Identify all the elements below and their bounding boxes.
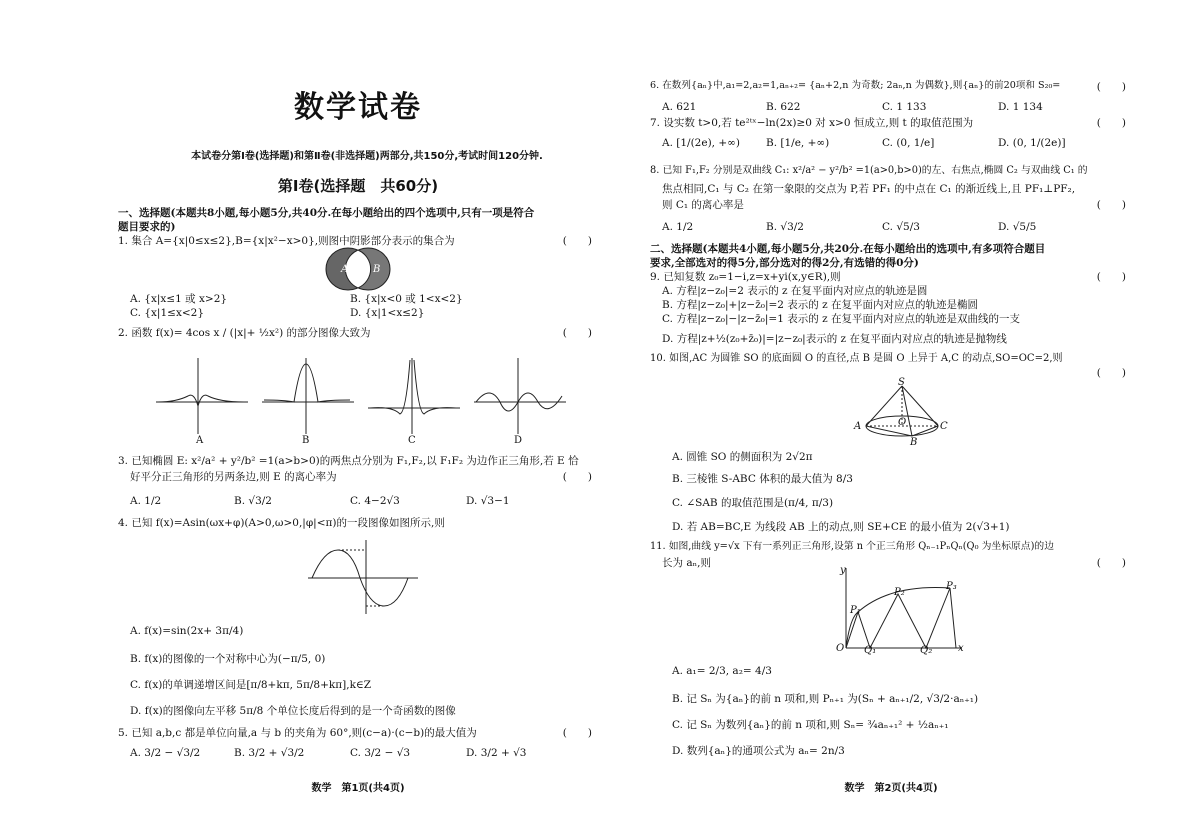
- q7-option-a: A. [1/(2e), +∞): [662, 137, 740, 149]
- q10-option-d: D. 若 AB=BC,E 为线段 AB 上的动点,则 SE+CE 的最小值为 2(√3+1): [672, 521, 1010, 533]
- page-2: [650, 0, 1132, 838]
- q9-option-a: A. 方程|z−z₀|=2 表示的 z 在复平面内对应点的轨迹是圆: [662, 285, 928, 297]
- q10-stem: 10. 如图,AC 为圆锥 SO 的底面圆 O 的直径,点 B 是圆 O 上异于 A,C 的动点,SO=OC=2,则: [650, 353, 1063, 364]
- section-2-line-2: 要求,全部选对的得5分,部分选对的得2分,有选错的得0分): [650, 257, 919, 269]
- q10-answer-paren: ( ): [1096, 367, 1126, 379]
- q8-stem-1: 8. 已知 F₁,F₂ 分别是双曲线 C₁: x²/a² − y²/b² =1(a>0,b>0)的左、右焦点,椭圆 C₂ 与双曲线 C₁ 的: [650, 165, 1088, 176]
- q10-cone-diagram: [862, 384, 942, 442]
- q5-answer-paren: ( ): [562, 727, 592, 739]
- q9-option-d: D. 方程|z+½(z₀+z̄₀)|=|z−z₀|表示的 z 在复平面内对应点的轨迹是抛物线: [662, 333, 1007, 345]
- q8-option-d: D. √5/5: [998, 221, 1037, 233]
- q3-stem-2: 好平分正三角形的另两条边,则 E 的离心率为: [130, 471, 337, 483]
- q2-graph-label-b: B: [302, 435, 310, 446]
- exam-title: 数学试卷: [294, 90, 422, 125]
- q11-option-b: B. 记 Sₙ 为{aₙ}的前 n 项和,则 Pₙ₊₁ 为(Sₙ + aₙ₊₁/2, √3/2·aₙ₊₁): [672, 693, 979, 705]
- q10-option-a: A. 圆锥 SO 的侧面积为 2√2π: [672, 451, 813, 463]
- q8-option-a: A. 1/2: [662, 221, 694, 233]
- q3-stem-1: 3. 已知椭圆 E: x²/a² + y²/b² =1(a>b>0)的两焦点分别为 F₁,F₂,以 F₁F₂ 为边作正三角形,若 E 恰: [118, 455, 579, 467]
- q11-stem-2: 长为 aₙ,则: [662, 557, 711, 569]
- q6-option-a: A. 621: [662, 101, 697, 113]
- q10-option-c: C. ∠SAB 的取值范围是(π/4, π/3): [672, 497, 834, 509]
- cone-point-a: A: [854, 421, 862, 432]
- q11-option-d: D. 数列{aₙ}的通项公式为 aₙ= 2n/3: [672, 745, 845, 757]
- q8-stem-3: 则 C₁ 的离心率是: [662, 199, 744, 211]
- q8-option-b: B. √3/2: [766, 221, 804, 233]
- q10-option-b: B. 三棱锥 S-ABC 体积的最大值为 8/3: [672, 473, 853, 485]
- q3-option-c: C. 4−2√3: [350, 495, 400, 507]
- graph-point-p1: P₁: [850, 605, 861, 616]
- q1-venn-diagram: [322, 246, 394, 292]
- cone-point-b: B: [910, 437, 918, 448]
- q9-answer-paren: ( ): [1096, 271, 1126, 283]
- q4-stem: 4. 已知 f(x)=Asin(ωx+φ)(A>0,ω>0,|φ|<π)的一段图像如图所示,则: [118, 517, 445, 529]
- q2-answer-paren: ( ): [562, 327, 592, 339]
- exam-intro: 本试卷分第Ⅰ卷(选择题)和第Ⅱ卷(非选择题)两部分,共150分,考试时间120分钟.: [191, 151, 543, 162]
- q5-option-b: B. 3/2 + √3/2: [234, 747, 305, 759]
- q2-graph-label-c: C: [408, 435, 416, 446]
- graph-point-p2: P₂: [894, 587, 905, 598]
- q3-option-d: D. √3−1: [466, 495, 510, 507]
- q3-option-b: B. √3/2: [234, 495, 272, 507]
- q7-answer-paren: ( ): [1096, 117, 1126, 129]
- q4-option-c: C. f(x)的单调递增区间是[π/8+kπ, 5π/8+kπ],k∈Z: [130, 679, 372, 691]
- q6-stem: 6. 在数列{aₙ}中,a₁=2,a₂=1,aₙ₊₂= {aₙ+2,n 为奇数; 2aₙ,n 为偶数},则{aₙ}的前20项和 S₂₀=: [650, 80, 1061, 91]
- graph-point-q1: Q₁: [864, 645, 877, 656]
- q7-option-c: C. (0, 1/e]: [882, 137, 935, 149]
- q6-option-c: C. 1 133: [882, 101, 927, 113]
- q6-option-b: B. 622: [766, 101, 801, 113]
- q7-option-d: D. (0, 1/(2e)]: [998, 137, 1066, 149]
- q3-option-a: A. 1/2: [130, 495, 162, 507]
- venn-label-b: B: [373, 264, 381, 275]
- page-1-footer: 数学 第1页(共4页): [311, 783, 405, 794]
- q5-option-c: C. 3/2 − √3: [350, 747, 411, 759]
- q8-option-c: C. √5/3: [882, 221, 920, 233]
- q5-option-d: D. 3/2 + √3: [466, 747, 527, 759]
- q1-answer-paren: ( ): [562, 235, 592, 247]
- q1-stem: 1. 集合 A={x|0≤x≤2},B={x|x²−x>0},则图中阴影部分表示的集合为: [118, 235, 455, 247]
- q6-option-d: D. 1 134: [998, 101, 1043, 113]
- q5-option-a: A. 3/2 − √3/2: [130, 747, 201, 759]
- q1-option-c: C. {x|1≤x<2}: [130, 307, 205, 319]
- q9-option-c: C. 方程|z−z₀|−|z−z̄₀|=1 表示的 z 在复平面内对应点的轨迹是双曲线的一支: [662, 313, 1020, 325]
- q1-option-a: A. {x|x≤1 或 x>2}: [130, 293, 228, 305]
- page-1: [118, 0, 598, 838]
- part-1-heading: 第Ⅰ卷(选择题 共60分): [277, 177, 439, 195]
- q2-graphs: [156, 356, 566, 436]
- q4-option-b: B. f(x)的图像的一个对称中心为(−π/5, 0): [130, 653, 326, 665]
- q11-answer-paren: ( ): [1096, 557, 1126, 569]
- page-2-footer: 数学 第2页(共4页): [844, 783, 938, 794]
- cone-point-c: C: [940, 421, 948, 432]
- section-1-line-2: 题目要求的): [118, 221, 176, 233]
- q11-stem-1: 11. 如图,曲线 y=√x 下有一系列正三角形,设第 n 个正三角形 Qₙ₋₁PₙQₙ(Q₀ 为坐标原点)的边: [650, 541, 1055, 552]
- cone-point-s: S: [898, 377, 905, 388]
- q9-stem: 9. 已知复数 z₀=1−i,z=x+yi(x,y∈R),则: [650, 271, 841, 283]
- q6-answer-paren: ( ): [1096, 81, 1126, 93]
- q5-stem: 5. 已知 a,b,c 都是单位向量,a 与 b 的夹角为 60°,则(c−a)·(c−b)的最大值为: [118, 727, 477, 739]
- section-1-line-1: 一、选择题(本题共8小题,每小题5分,共40分.在每小题给出的四个选项中,只有一项是符合: [118, 207, 535, 219]
- venn-label-a: A: [341, 264, 349, 275]
- q2-stem: 2. 函数 f(x)= 4cos x / (|x|+ ½x²) 的部分图像大致为: [118, 327, 371, 339]
- q3-answer-paren: ( ): [562, 471, 592, 483]
- q2-graph-label-a: A: [196, 435, 204, 446]
- q4-option-d: D. f(x)的图像向左平移 5π/8 个单位长度后得到的是一个奇函数的图像: [130, 705, 456, 717]
- q7-option-b: B. [1/e, +∞): [766, 137, 830, 149]
- q8-answer-paren: ( ): [1096, 199, 1126, 211]
- q7-stem: 7. 设实数 t>0,若 te²ᵗˣ−ln(2x)≥0 对 x>0 恒成立,则 t 的取值范围为: [650, 117, 974, 129]
- q2-graph-label-d: D: [514, 435, 523, 446]
- graph-origin-o: O: [836, 643, 845, 654]
- q4-sine-graph: [308, 540, 418, 614]
- cone-point-o: O: [898, 417, 907, 428]
- q1-option-d: D. {x|1<x≤2}: [350, 307, 425, 319]
- graph-axis-x: x: [958, 643, 964, 654]
- graph-axis-y: y: [840, 565, 846, 576]
- graph-point-q2: Q₂: [920, 645, 933, 656]
- graph-point-p3: P₃: [946, 581, 957, 592]
- q11-option-c: C. 记 Sₙ 为数列{aₙ}的前 n 项和,则 Sₙ= ¾aₙ₊₁² + ½aₙ₊₁: [672, 719, 949, 731]
- q9-option-b: B. 方程|z−z₀|+|z−z̄₀|=2 表示的 z 在复平面内对应点的轨迹是椭圆: [662, 299, 979, 311]
- q4-option-a: A. f(x)=sin(2x+ 3π/4): [130, 625, 244, 637]
- q8-stem-2: 焦点相同,C₁ 与 C₂ 在第一象限的交点为 P,若 PF₁ 的中点在 C₁ 的渐近线上,且 PF₁⊥PF₂,: [662, 183, 1076, 195]
- q1-option-b: B. {x|x<0 或 1<x<2}: [350, 293, 463, 305]
- q11-option-a: A. a₁= 2/3, a₂= 4/3: [672, 665, 772, 677]
- section-2-line-1: 二、选择题(本题共4小题,每小题5分,共20分.在每小题给出的选项中,有多项符合题目: [650, 243, 1046, 255]
